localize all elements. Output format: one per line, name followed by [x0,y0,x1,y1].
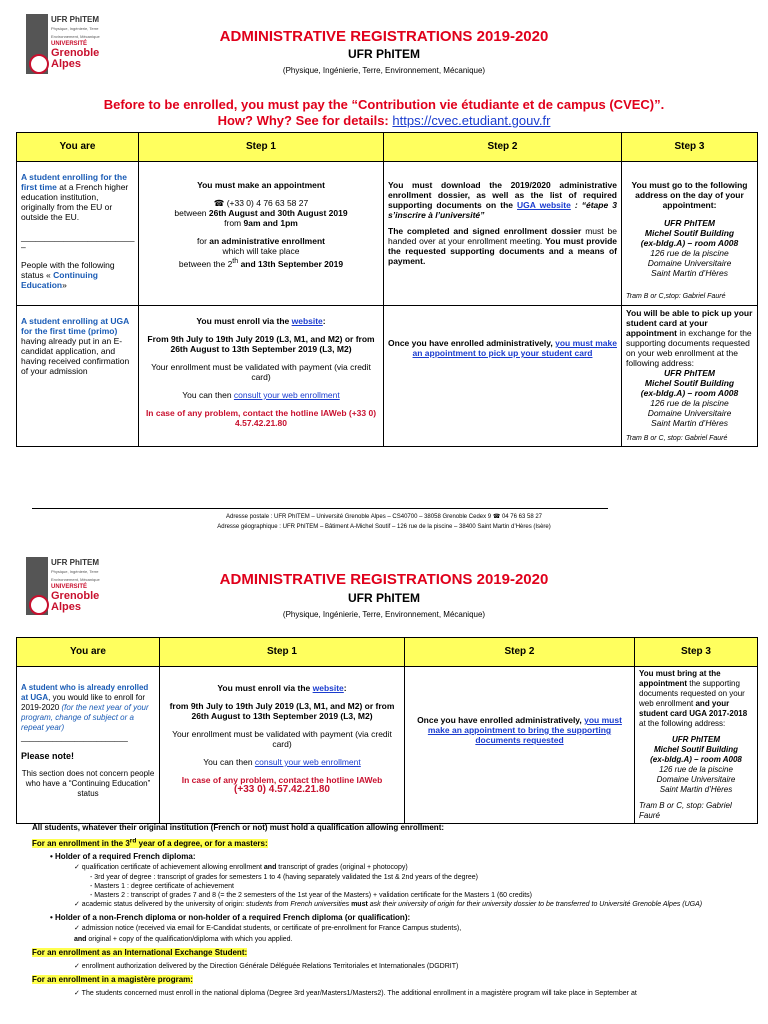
page-title: ADMINISTRATIVE REGISTRATIONS 2019-2020 [219,571,549,588]
university-logo: UFR PhITEM Physique, Ingénierie, Terre Environnement, Mécanique UNIVERSITÉ Grenoble Alpes [26,14,102,74]
step2-cell: Once you have enrolled administratively, you must make an appointment to bring the supporting documents requested [405,667,635,824]
col-step3: Step 3 [635,638,758,667]
ufr-description: (Physique, Ingénierie, Terre, Environnement, Mécanique) [282,66,486,75]
university-logo: UFR PhITEM Physique, Ingénierie, Terre Environnement, Mécanique UNIVERSITÉ Grenoble Alpes [26,557,102,615]
website-link[interactable]: website [312,683,344,693]
step1-cell: You must make an appointment ☎ (+33 0) 4 76 63 58 27 between 26th August and 30th August 2019 from 9am and 1pm for an administrative enrollment which will take place between the 2th and 13th September 2019 [139,162,384,306]
ufr-description: (Physique, Ingénierie, Terre, Environnement, Mécanique) [282,610,486,619]
step3-cell: You must bring at the appointment the supporting documents requested on your web enrollment and your student card UGA 2017-2018 at the following address: UFR PhITEM Michel Soutif Building (ex-bldg.A) – room A008 126 rue de la piscine Domaine Universitaire Saint Martin d’Hères Tram B or C, stop: Gabriel Fauré [635,667,758,824]
footer-divider [32,508,608,509]
uga-website-link[interactable]: UGA website [517,200,571,210]
step1-cell: You must enroll via the website: From 9th July to 19th July 2019 (L3, M1, and M2) or from 26th August to 13th September 2019 (L3, M2) Your enrollment must be validated with payment (via credit card) You can then consult your web enrollment In case of any problem, contact the hotline IAWeb (+33 0) 4.57.42.21.80 [139,306,384,447]
step3-cell: You will be able to pick up your student card at your appointment in exchange for the supporting documents requested on your web enrollment at the following address: UFR PhITEM Michel Soutif Building (ex-bldg.A) – room A008 126 rue de la piscine Domaine Universitaire Saint Martin d’Hères Tram B or C, stop: Gabriel Fauré [622,306,758,447]
page-title: ADMINISTRATIVE REGISTRATIONS 2019-2020 [219,28,549,45]
you-are-cell: A student enrolling at UGA for the first time (primo) having already put in an E-candidat application, and having received confirmation of your admission [17,306,139,447]
col-step1: Step 1 [160,638,405,667]
col-step2: Step 2 [405,638,635,667]
step2-cell: Once you have enrolled administratively, you must make an appointment to pick up your student card [384,306,622,447]
consult-enrollment-link[interactable]: consult your web enrollment [233,390,340,400]
requirements-section: All students, whatever their original institution (French or not) must hold a qualification allowing enrollment: For an enrollment in the 3rd year of a degree, or for a masters: • Holder of a required French diploma: ✓ qualification certificate of achievement allowing enrollment and transcript of grades (original + photocopy) - 3rd year of degree : transcript of grades for semesters 1 to 4 (having separately validated the 1st & 2nd years of the degree) - Masters 1 : degree certificate of achievement - Masters 2 : transcript of grades 7 and 8 (= the 2 semesters of the 1st year of the Masters) + validation certificate for the Masters 1 (60 credits) ✓ academic status delivered by the university of origin: students from French universities must ask their university of origin for their university dossier to be transferred to Université Grenoble Alpes (UGA) • Holder of a non-French diploma or non-holder of a required French diploma (or qualification): ✓ admission notice (received via email for E-Candidat students, or certificate of pre-enrollment for France Campus students), and original + copy of the qualification/diploma with which you applied. For an enrollment as an International Exchange Student: ✓ enrollment authorization delivered by the Direction Générale Déléguée Relations Territoriales et Internationales (DGDRIT) For an enrollment in a magistère program: ✓ The students concerned must enroll in the national diploma (Degree 3rd year/Masters1/Masters2). The additional enrollment in a magistère program will take place in September at [32,823,703,997]
page-subtitle: UFR PhITEM [348,47,420,61]
page-subtitle: UFR PhITEM [348,591,420,605]
appointment-link[interactable]: you must make an appointment to bring the supporting documents requested [427,715,622,745]
col-you-are: You are [17,638,160,667]
cvec-link[interactable]: https://cvec.etudiant.gouv.fr [392,113,551,128]
col-step2: Step 2 [384,133,622,162]
step3-cell: You must go to the following address on the day of your appointment: UFR PhITEM Michel Soutif Building (ex-bldg.A) – room A008 126 rue de la piscine Domaine Universitaire Saint Martin d’Hères Tram B or C,stop: Gabriel Fauré [622,162,758,306]
cvec-notice: Before to be enrolled, you must pay the “Contribution vie étudiante et de campus (CVEC)”. How? Why? See for details: https://cvec.etudiant.gouv.fr [103,97,665,128]
you-are-cell: A student enrolling for the first time at a French higher education institution, originally from the EU or outside the EU. ________________________ – People with the following status « Continuing Education» [17,162,139,306]
step2-cell: You must download the 2019/2020 administrative enrollment dossier, as well as the list of required supporting documents on the UGA website : “étape 3 s’inscrire à l’université” The completed and signed enrollment dossier must be handed over at your enrollment meeting. You must provide the requested supporting documents and a means of payment. [384,162,622,306]
col-you-are: You are [17,133,139,162]
registration-table-1 [16,132,758,447]
consult-enrollment-link[interactable]: consult your web enrollment [254,757,361,767]
registration-table-2 [16,637,758,824]
step1-cell: You must enroll via the website: from 9th July to 19th July 2019 (L3, M1, and M2) or from 26th August to 13th September 2019 (L3, M2) Your enrollment must be validated with payment (via credit card) You can then consult your web enrollment In case of any problem, contact the hotline IAWeb (+33 0) 4.57.42.21.80 [160,667,405,824]
col-step1: Step 1 [139,133,384,162]
geographic-address: Adresse géographique : UFR PhITEM – Bâtiment A-Michel Soutif – 126 rue de la piscine – 38400 Saint Martin d’Hères (Isère) [217,524,551,530]
col-step3: Step 3 [622,133,758,162]
you-are-cell: A student who is already enrolled at UGA, you would like to enroll for 2019-2020 (for the next year of your program, change of subject or a repeat year) ________________________ Please note! This section does not concern people who have a “Continuing Education” status [17,667,160,824]
appointment-link[interactable]: you must make an appointment to pick up your student card [412,338,617,358]
website-link[interactable]: website [291,316,323,326]
postal-address: Adresse postale : UFR PhITEM – Université Grenoble Alpes – CS40700 – 38058 Grenoble Cedex 9 ☎ 04 76 63 58 27 [226,514,542,520]
